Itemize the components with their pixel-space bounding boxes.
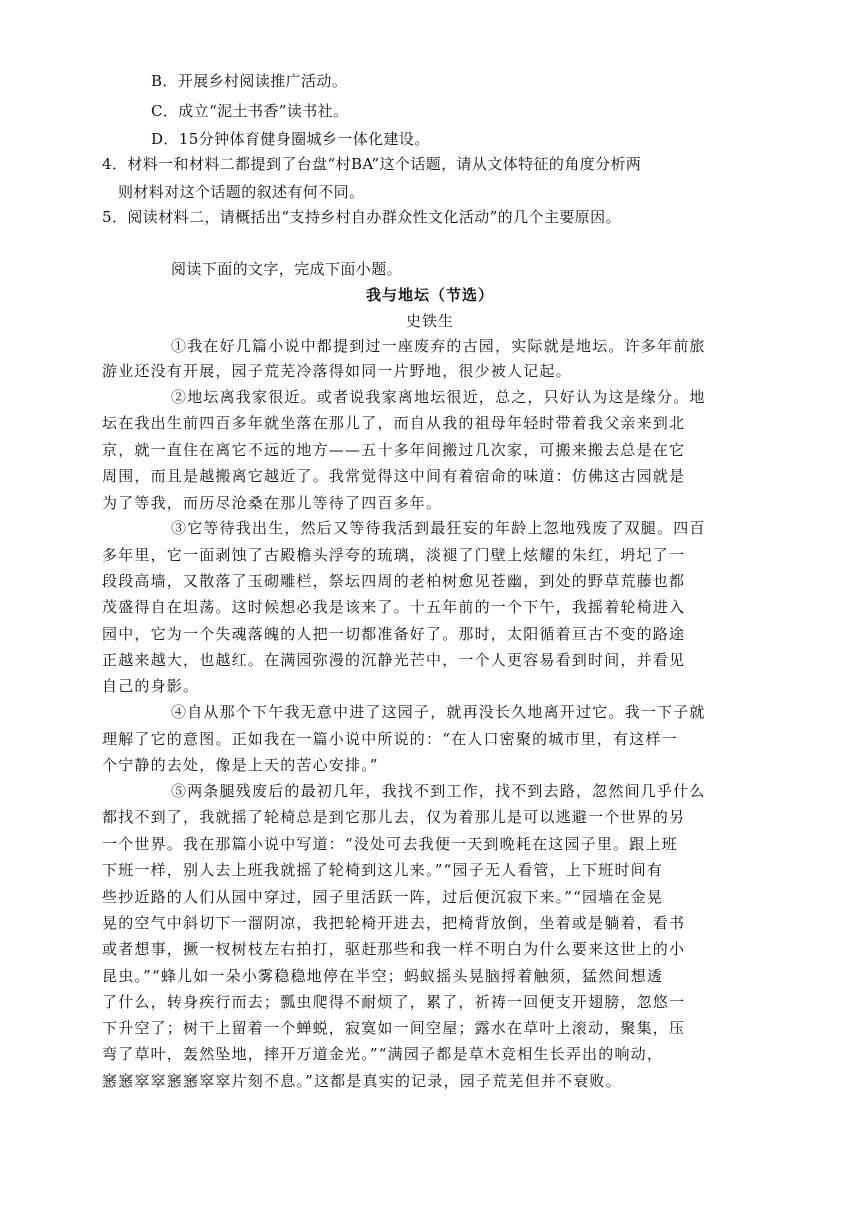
paragraph-line: 些抄近路的人们从园中穿过，园子里活跃一阵，过后便沉寂下来。”“园墙在金晃 xyxy=(102,888,664,906)
paragraph-line: 晃的空气中斜切下一溜阴凉，我把轮椅开进去，把椅背放倒，坐着或是躺着，看书 xyxy=(102,914,686,932)
paragraph-line: 或者想事，撅一杈树枝左右拍打，驱赶那些和我一样不明白为什么要来这世上的小 xyxy=(102,940,686,958)
paragraph-line: ④自从那个下午我无意中进了这园子，就再没长久地离开过它。我一下子就 xyxy=(171,703,706,721)
option-b: B．开展乡村阅读推广活动。 xyxy=(151,72,348,90)
paragraph-line: 自己的身影。 xyxy=(102,677,200,695)
paragraph-line: 正越来越大，也越红。在满园弥漫的沉静光芒中，一个人更容易看到时间，并看见 xyxy=(102,651,686,669)
paragraph-line: 下班一样，别人去上班我就摇了轮椅到这儿来。”“园子无人看管，上下班时间有 xyxy=(102,861,664,879)
paragraph-line: ⑤两条腿残废后的最初几年，我找不到工作，找不到去路，忽然间几乎什么 xyxy=(171,782,706,800)
paragraph-line: 游业还没有开展，园子荒芜冷落得如同一片野地，很少被人记起。 xyxy=(102,362,572,380)
paragraph-line: ①我在好几篇小说中都提到过一座废弃的古园，实际就是地坛。许多年前旅 xyxy=(171,337,706,355)
article-title: 我与地坛（节选） xyxy=(365,286,494,304)
paragraph-line: 个宁静的去处，像是上天的苦心安排。” xyxy=(102,756,379,774)
paragraph-line: 窸窸窣窣窸窸窣窣片刻不息。”这都是真实的记录，园子荒芜但并不衰败。 xyxy=(102,1072,622,1090)
paragraph-line: 京，就一直住在离它不远的地方——五十多年间搬过几次家，可搬来搬去总是在它 xyxy=(102,441,686,459)
option-d: D．15分钟体育健身圈城乡一体化建设。 xyxy=(151,130,430,148)
paragraph-line: 昆虫。”“蜂儿如一朵小雾稳稳地停在半空；蚂蚁摇头晃脑捋着触须，猛然间想透 xyxy=(102,967,664,985)
article-author: 史铁生 xyxy=(405,312,454,330)
reading-instruction: 阅读下面的文字，完成下面小题。 xyxy=(171,260,403,278)
paragraph-line: 了什么，转身疾行而去；瓢虫爬得不耐烦了，累了，祈祷一回便支开翅膀，忽悠一 xyxy=(102,993,686,1011)
paragraph-line: 茂盛得自在坦荡。这时候想必我是该来了。十五年前的一个下午，我摇着轮椅进入 xyxy=(102,598,686,616)
question-4-line-2: 则材料对这个话题的叙述有何不同。 xyxy=(118,183,365,201)
paragraph-line: 多年里，它一面剥蚀了古殿檐头浮夸的琉璃，淡褪了门壁上炫耀的朱红，坍圮了一 xyxy=(102,546,686,564)
paragraph-line: ②地坛离我家很近。或者说我家离地坛很近，总之，只好认为这是缘分。地 xyxy=(171,388,706,406)
paragraph-line: 园中，它为一个失魂落魄的人把一切都准备好了。那时，太阳循着亘古不变的路途 xyxy=(102,625,686,643)
paragraph-line: 理解了它的意图。正如我在一篇小说中所说的：“在人口密聚的城市里，有这样一 xyxy=(102,730,678,748)
paragraph-line: 弯了草叶，轰然坠地，摔开万道金光。”“满园子都是草木竞相生长弄出的响动， xyxy=(102,1045,664,1063)
option-c: C．成立“泥土书香”读书社。 xyxy=(151,102,349,120)
paragraph-line: 段段高墙，又散落了玉砌雕栏，祭坛四周的老柏树愈见苍幽，到处的野草荒藤也都 xyxy=(102,572,686,590)
question-5: 5．阅读材料二，请概括出“支持乡村自办群众性文化活动”的几个主要原因。 xyxy=(102,208,621,226)
question-4-line-1: 4．材料一和材料二都提到了台盘“村BA”这个话题，请从文体特征的角度分析两 xyxy=(102,155,642,173)
paragraph-line: 周围，而且是越搬离它越近了。我常觉得这中间有着宿命的味道：仿佛这古园就是 xyxy=(102,467,686,485)
paragraph-line: ③它等待我出生，然后又等待我活到最狂妄的年龄上忽地残废了双腿。四百 xyxy=(171,519,706,537)
paragraph-line: 下升空了；树干上留着一个蝉蜕，寂寞如一间空屋；露水在草叶上滚动，聚集，压 xyxy=(102,1019,686,1037)
paragraph-line: 坛在我出生前四百多年就坐落在那儿了，而自从我的祖母年轻时带着我父亲来到北 xyxy=(102,414,686,432)
paragraph-line: 为了等我，而历尽沧桑在那儿等待了四百多年。 xyxy=(102,494,443,512)
paragraph-line: 一个世界。我在那篇小说中写道：“没处可去我便一天到晚耗在这园子里。跟上班 xyxy=(102,835,678,853)
paragraph-line: 都找不到了，我就摇了轮椅总是到它那儿去，仅为着那儿是可以逃避一个世界的另 xyxy=(102,808,686,826)
